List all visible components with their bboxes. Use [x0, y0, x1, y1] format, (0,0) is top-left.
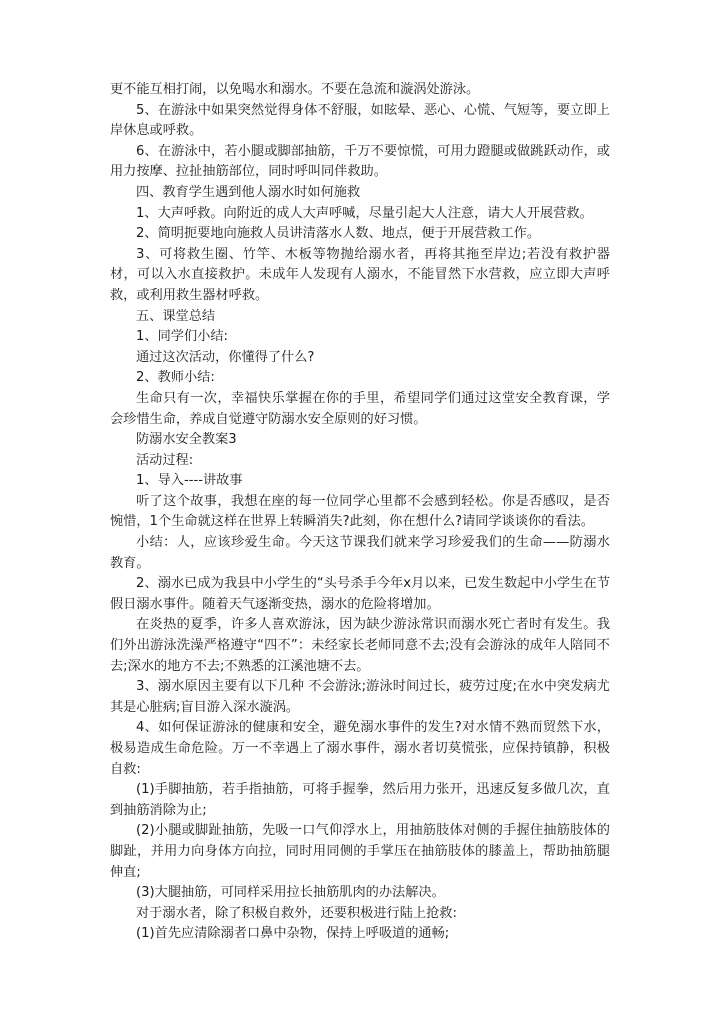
paragraph: 小结：人，应该珍爱生命。今天这节课我们就来学习珍爱我们的生命——防溺水教育。	[110, 535, 610, 571]
paragraph: 活动过程:	[136, 452, 194, 468]
paragraph: 2、教师小结:	[136, 370, 215, 386]
paragraph: 1、大声呼救。向附近的成人大声呼喊，尽量引起大人注意，请大人开展营救。	[136, 205, 593, 221]
paragraph: 4、如何保证游泳的健康和安全，避免溺水事件的发生?对水情不熟而贸然下水，极易造成生命危险。万一不幸遇上了溺水事件，溺水者切莫慌张，应保持镇静，积极自救:	[110, 720, 610, 777]
paragraph: 听了这个故事，我想在座的每一位同学心里都不会感到轻松。你是否感叹，是否惋惜，1个生命就这样在世界上转瞬消失?此刻，你在想什么?请同学谈谈你的看法。	[110, 493, 610, 530]
paragraph: 1、同学们小结:	[136, 329, 228, 345]
paragraph: 2、简明扼要地向施救人员讲清落水人数、地点，便于开展营救工作。	[136, 226, 541, 242]
paragraph: 6、在游泳中，若小腿或脚部抽筋，千万不要惊慌，可用力蹬腿或做跳跃动作，或用力按摩、拉扯抽筋部位，同时呼叫同伴救助。	[110, 143, 610, 180]
section-heading: 五、课堂总结	[136, 308, 216, 324]
paragraph: 1、导入----讲故事	[136, 473, 243, 489]
paragraph: 通过这次活动，你懂得了什么?	[136, 349, 315, 365]
paragraph: (1)手脚抽筋，若手指抽筋，可将手握拳，然后用力张开，迅速反复多做几次，直到抽筋消除为止;	[110, 782, 610, 818]
paragraph: 3、溺水原因主要有以下几种 不会游泳;游泳时间过长，疲劳过度;在水中突发病尤其是心脏病;盲目游入深水漩涡。	[110, 679, 610, 715]
paragraph: 更不能互相打闹，以免喝水和溺水。不要在急流和漩涡处游泳。	[110, 82, 480, 97]
paragraph: 生命只有一次，幸福快乐掌握在你的手里，希望同学们通过这堂安全教育课，学会珍惜生命，养成自觉遵守防溺水安全原则的好习惯。	[110, 390, 610, 427]
paragraph: (2)小腿或脚趾抽筋，先吸一口气仰浮水上，用抽筋肢体对侧的手握住抽筋肢体的脚趾，并用力向身体方向拉，同时用同侧的手掌压在抽筋肢体的膝盖上，帮助抽筋腿伸直;	[110, 823, 610, 880]
paragraph: (3)大腿抽筋，可同样采用拉长抽筋肌肉的办法解决。	[136, 885, 445, 901]
paragraph: 在炎热的夏季，许多人喜欢游泳，因为缺少游泳常识而溺水死亡者时有发生。我们外出游泳洗澡严格遵守“四不”：未经家长老师同意不去;没有会游泳的成年人陪同不去;深水的地方不去;不熟悉的江溪池塘不去。	[110, 617, 610, 674]
paragraph: 5、在游泳中如果突然觉得身体不舒服，如眩晕、恶心、心慌、气短等，要立即上岸休息或呼救。	[110, 102, 610, 139]
paragraph: 2、溺水已成为我县中小学生的“头号杀手今年x月以来，已发生数起中小学生在节假日溺水事件。随着天气逐渐变热，溺水的危险将增加。	[110, 576, 610, 612]
paragraph: (1)首先应清除溺者口鼻中杂物，保持上呼吸道的通畅;	[136, 926, 450, 942]
document-body	[110, 80, 610, 945]
paragraph: 对于溺水者，除了积极自救外，还要积极进行陆上抢救:	[136, 905, 457, 921]
paragraph: 3、可将救生圈、竹竿、木板等物抛给溺水者，再将其拖至岸边;若没有救护器材，可以入水直接救护。未成年人发现有人溺水，不能冒然下水营救，应立即大声呼救，或利用救生器材呼救。	[110, 246, 610, 303]
section-heading: 四、教育学生遇到他人溺水时如何施救	[136, 184, 361, 200]
document-title: 防溺水安全教案3	[136, 432, 237, 448]
